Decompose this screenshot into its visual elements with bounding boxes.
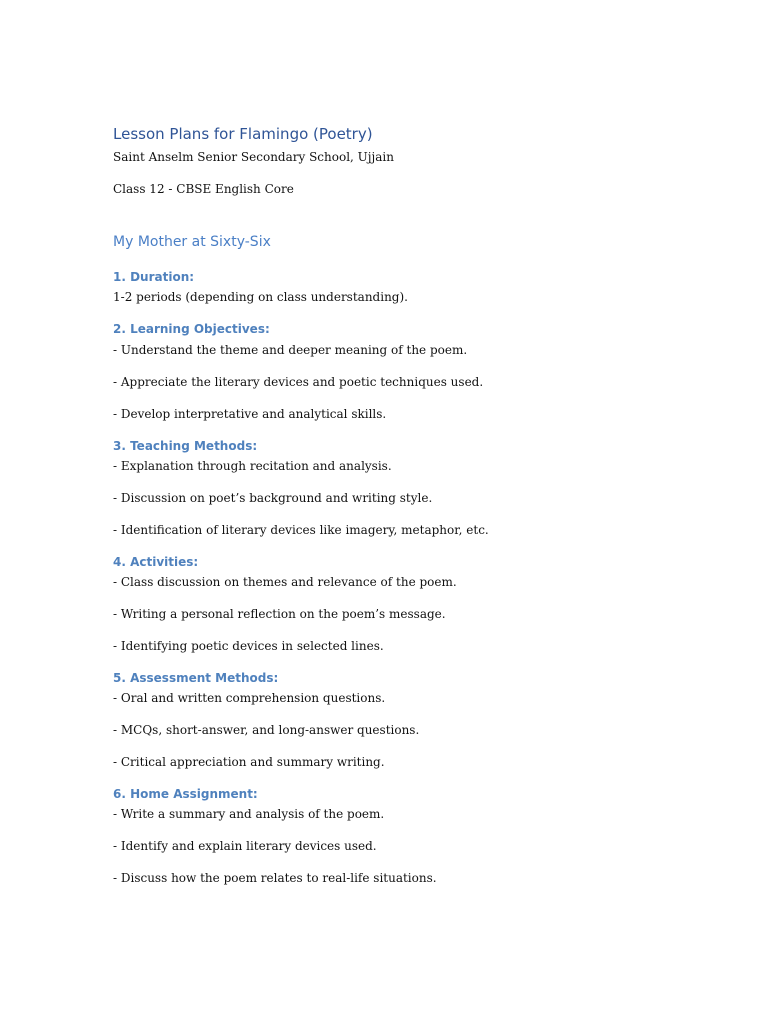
list-item: - Write a summary and analysis of the poem. — [113, 807, 385, 821]
poem-heading: My Mother at Sixty-Six — [113, 234, 271, 250]
list-item: - Discuss how the poem relates to real-life situations. — [113, 871, 437, 885]
list-item: - Discussion on poet’s background and writing style. — [113, 491, 433, 505]
section-heading-assessment-methods: 5. Assessment Methods: — [113, 671, 279, 685]
section-heading-activities: 4. Activities: — [113, 555, 199, 569]
list-item: - Identify and explain literary devices used. — [113, 839, 377, 853]
list-item: - Explanation through recitation and analysis. — [113, 459, 392, 473]
list-item: - Critical appreciation and summary writing. — [113, 755, 385, 769]
section-heading-teaching-methods: 3. Teaching Methods: — [113, 439, 258, 453]
list-item: - Understand the theme and deeper meaning of the poem. — [113, 343, 468, 357]
list-item: - Develop interpretative and analytical skills. — [113, 407, 387, 421]
document-page — [113, 0, 713, 1024]
list-item: - Oral and written comprehension questions. — [113, 691, 386, 705]
list-item: - Class discussion on themes and relevance of the poem. — [113, 575, 457, 589]
list-item: 1-2 periods (depending on class understanding). — [113, 290, 408, 304]
document-title: Lesson Plans for Flamingo (Poetry) — [113, 125, 373, 143]
class-line: Class 12 - CBSE English Core — [113, 182, 294, 196]
list-item: - Identification of literary devices like imagery, metaphor, etc. — [113, 523, 489, 537]
list-item: - Writing a personal reflection on the poem’s message. — [113, 607, 446, 621]
list-item: - Identifying poetic devices in selected lines. — [113, 639, 384, 653]
school-name: Saint Anselm Senior Secondary School, Ujjain — [113, 150, 394, 164]
list-item: - MCQs, short-answer, and long-answer questions. — [113, 723, 420, 737]
section-heading-home-assignment: 6. Home Assignment: — [113, 787, 258, 801]
section-heading-learning-objectives: 2. Learning Objectives: — [113, 322, 270, 336]
list-item: - Appreciate the literary devices and poetic techniques used. — [113, 375, 484, 389]
section-heading-duration: 1. Duration: — [113, 270, 195, 284]
